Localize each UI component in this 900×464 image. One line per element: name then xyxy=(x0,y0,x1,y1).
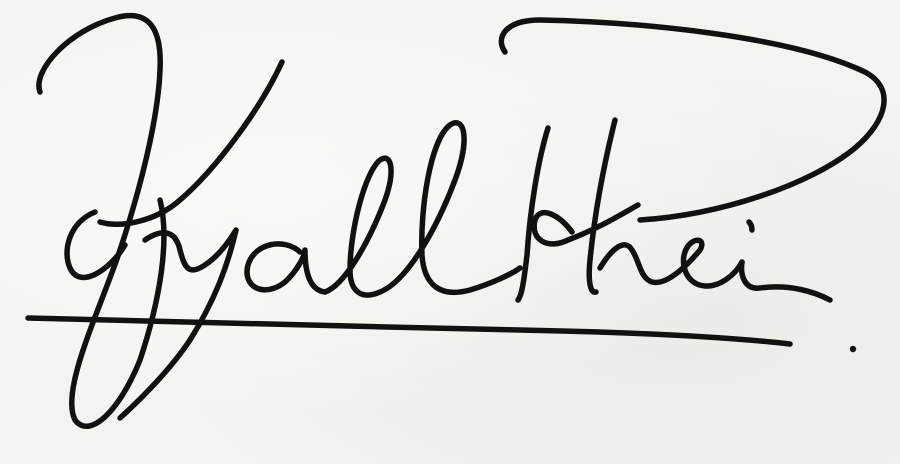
signature-underline xyxy=(28,318,790,344)
signature-period xyxy=(850,346,856,352)
signature-stroke-k-arm xyxy=(100,62,282,224)
signature-stroke-r-bar xyxy=(534,205,638,244)
signature-stroke-i xyxy=(742,262,830,300)
signature-stroke-a xyxy=(247,244,325,292)
signature-stroke-i-dot xyxy=(749,222,752,230)
signature-stroke-l1 xyxy=(325,158,391,295)
signature-stroke-e xyxy=(600,240,742,286)
signature-stroke-l2 xyxy=(380,123,520,293)
signature-stroke-r-bowl xyxy=(501,20,884,220)
